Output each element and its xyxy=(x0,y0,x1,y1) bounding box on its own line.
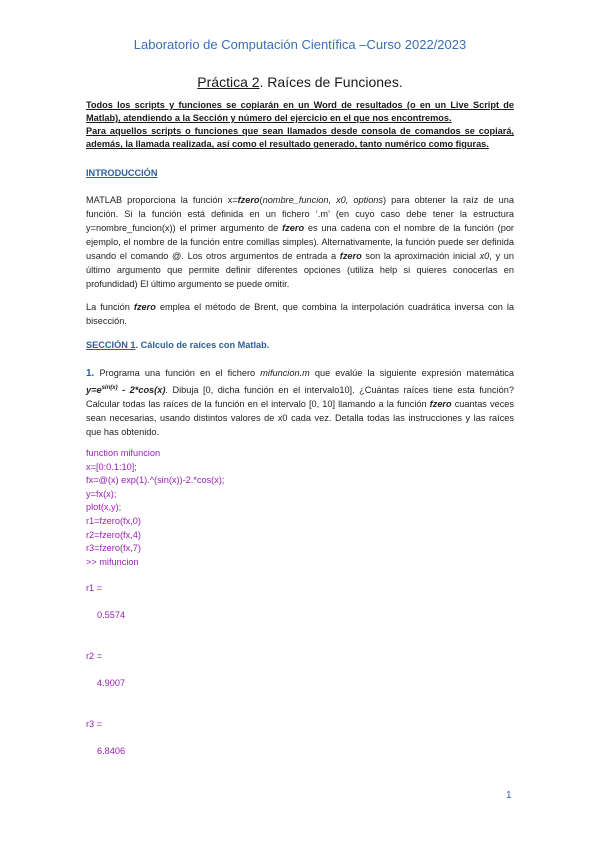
section-1-title: . Cálculo de raíces con Matlab. xyxy=(135,340,270,350)
fzero-term: fzero xyxy=(237,195,260,205)
intro-paragraph-1 xyxy=(86,193,514,291)
math-expression: - 2*cos(x) xyxy=(117,385,166,396)
result-value-r3: 6.8406 xyxy=(97,746,126,756)
result-value-r1: 0.5574 xyxy=(97,610,126,620)
result-value-r2: 4.9007 xyxy=(97,678,126,688)
instructions-line-2: Para aquellos scripts o funciones que sean llamados desde consola de comandos se copiará, además, la llamada realizada, así como el resultado generado, tanto numérico como figuras. xyxy=(86,126,514,149)
file-name: mifuncion.m xyxy=(260,368,310,378)
result-label-r2: r2 = xyxy=(86,651,103,661)
code-line: y=fx(x); xyxy=(86,488,117,499)
text: son la aproximación inicial xyxy=(361,251,480,261)
x0-term: x0 xyxy=(479,251,490,261)
text: es una cadena con el nombre de la función (por ejemplo, el nombre de la función entre comillas simples). Alternativamente, la función puede ser definida usando el comando @. Los otros argumentos de entrada a xyxy=(86,223,514,261)
text: La función xyxy=(86,302,134,312)
exercise-1-text xyxy=(86,366,514,439)
code-line: r1=fzero(fx,0) xyxy=(86,515,141,526)
section-1-label: SECCIÓN 1 xyxy=(86,340,136,350)
practice-title xyxy=(0,74,600,90)
code-line: r3=fzero(fx,7) xyxy=(86,543,141,554)
fzero-term: fzero xyxy=(282,223,305,233)
course-header: Laboratorio de Computación Científica –Curso 2022/2023 xyxy=(133,37,467,52)
text: . Dibuja [0, dicha función en el intervalo10]. ¿Cuántas raíces tiene esta función? Calcular todas las raíces de la función en el intervalo [0, 10] llamando a la función xyxy=(86,385,514,410)
text: ( xyxy=(259,195,263,205)
code-line: x=[0:0.1:10]; xyxy=(86,461,137,472)
intro-paragraph-2 xyxy=(86,300,514,328)
fzero-term: fzero xyxy=(429,399,452,410)
math-exponent: sin(x) xyxy=(101,385,118,391)
code-listing xyxy=(86,447,514,569)
text: MATLAB proporciona la función x= xyxy=(86,195,238,205)
fzero-term: fzero xyxy=(133,302,156,312)
code-line: >> mifuncion xyxy=(86,556,139,567)
text: Programa una función en el fichero xyxy=(94,368,261,378)
text: ) para obtener la raíz de una función. Si la función está definida en un fichero ‘.m’ (en cuyo caso debe tener la estructura y=nombre_funcion(x)) el primer argumento de xyxy=(86,195,514,233)
math-expression: y=e xyxy=(86,385,102,396)
page-number: 1 xyxy=(506,790,512,801)
instructions-line-1: Todos los scripts y funciones se copiarán en un Word de resultados (o en un Live Script de Matlab), atendiendo a la Sección y número del ejercicio en el que nos encontremos. xyxy=(86,100,514,123)
exercise-number: 1. xyxy=(86,368,95,379)
code-line: plot(x,y); xyxy=(86,502,122,513)
text: que evalúe la siguiente expresión matemática xyxy=(309,368,515,378)
text: , y un último argumento que permite definir diferentes opciones (utiliza help si quieres conocerlas en profundidad) El último argumento se puede omitir. xyxy=(86,251,514,289)
practice-title-rest: . Raíces de Funciones. xyxy=(259,74,403,90)
instructions-block xyxy=(86,99,514,151)
result-label-r1: r1 = xyxy=(86,583,103,593)
fzero-args: nombre_funcion, x0, options xyxy=(262,195,384,205)
result-label-r3: r3 = xyxy=(86,719,103,729)
section-1-heading xyxy=(86,340,269,350)
text: cuantas veces sean necesarias, usando distintos valores de x0 cada vez. Detalla todas las instrucciones y las raíces que has obtenido. xyxy=(86,399,514,438)
intro-heading xyxy=(86,168,157,178)
code-line: r2=fzero(fx,4) xyxy=(86,529,141,540)
text: emplea el método de Brent, que combina la interpolación cuadrática inversa con la bisección. xyxy=(86,302,514,326)
intro-heading-text: INTRODUCCIÓN xyxy=(86,168,158,178)
fzero-term: fzero xyxy=(339,251,362,261)
code-line: function mifuncion xyxy=(86,448,161,458)
practice-number: Práctica 2 xyxy=(197,74,260,90)
code-line: fx=@(x) exp(1).^(sin(x))-2.*cos(x); xyxy=(86,475,225,486)
